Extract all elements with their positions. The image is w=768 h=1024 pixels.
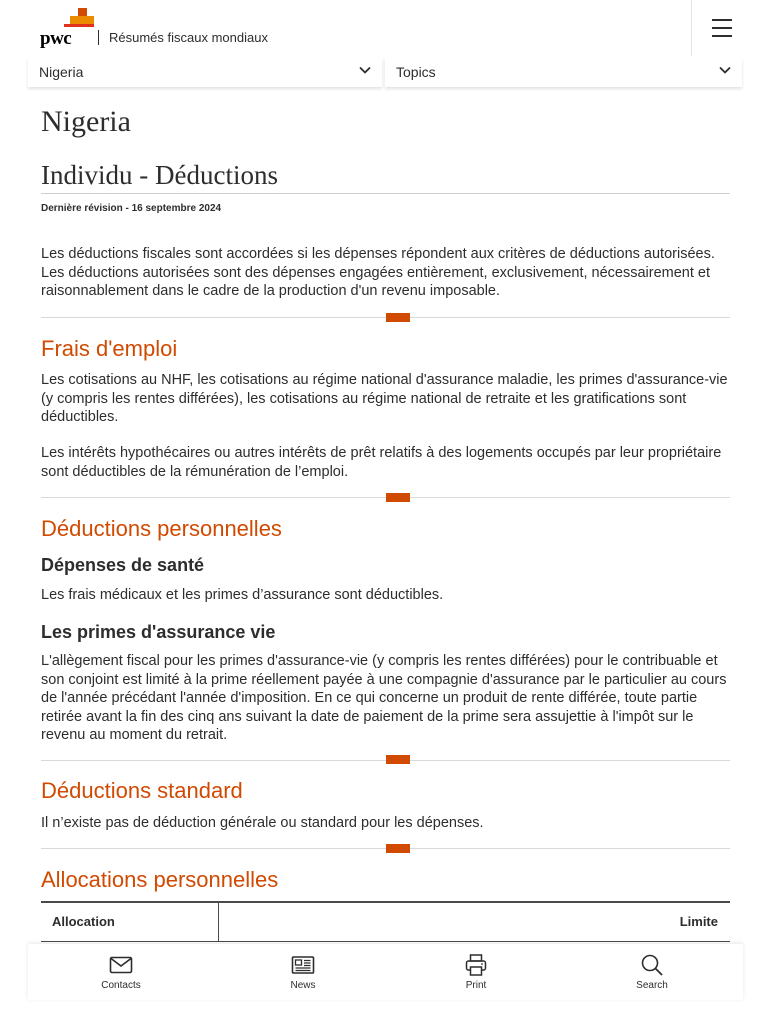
section-divider-mark bbox=[386, 313, 410, 322]
site-header bbox=[0, 0, 768, 56]
logo-mark-low bbox=[64, 24, 94, 27]
nav-print-label: Print bbox=[465, 980, 487, 991]
subheading-depenses-sante: Dépenses de santé bbox=[41, 555, 205, 575]
country-select[interactable] bbox=[28, 57, 382, 87]
heading-frais-emploi: Frais d'emploi bbox=[41, 336, 178, 361]
topics-select-value: Topics bbox=[396, 64, 436, 80]
revision-date: Dernière révision - 16 septembre 2024 bbox=[41, 203, 222, 214]
envelope-icon bbox=[109, 953, 133, 977]
primes-assurance-vie-paragraph: L'allègement fiscal pour les primes d'assurance-vie (y compris les rentes différées) pour le contribuable et son conjoint est limité à la prime réellement payée à une compagnie d'assurance par le particulier au cours de l'année précédant l'année d'imposition. En ce qui concerne un produit de rente différée, toute partie retirée avant la fin des cinq ans suivant la date de paiement de la prime sera assujettie à l'impôt sur le revenu au moment du retrait. bbox=[41, 653, 727, 743]
nav-news-label: News bbox=[290, 980, 316, 991]
topics-select[interactable] bbox=[385, 57, 742, 87]
column-header-limite: Limite bbox=[679, 914, 718, 929]
section-divider-mark bbox=[386, 493, 410, 502]
allocations-table-header bbox=[41, 901, 730, 942]
newspaper-icon bbox=[291, 953, 315, 977]
nav-contacts[interactable] bbox=[71, 944, 171, 1000]
search-icon bbox=[640, 953, 664, 977]
printer-icon bbox=[464, 953, 488, 977]
heading-allocations-personnelles: Allocations personnelles bbox=[41, 867, 279, 892]
pwc-logo[interactable] bbox=[40, 8, 96, 48]
section-divider-mark bbox=[386, 755, 410, 764]
subheading-primes-assurance-vie: Les primes d'assurance vie bbox=[41, 622, 276, 642]
deductions-standard-paragraph: Il n’existe pas de déduction générale ou standard pour les dépenses. bbox=[41, 815, 484, 831]
page-title: Individu - Déductions bbox=[41, 160, 278, 190]
section-divider-mark bbox=[386, 844, 410, 853]
header-separator bbox=[98, 30, 99, 45]
title-divider bbox=[41, 193, 730, 194]
frais-emploi-paragraph-1: Les cotisations au NHF, les cotisations au régime national d'assurance maladie, les primes d'assurance-vie (y compris les rentes différées), les cotisations au régime national de retraite et les gratifications sont déductibles. bbox=[41, 372, 728, 425]
country-select-value: Nigeria bbox=[39, 64, 84, 80]
site-title[interactable]: Résumés fiscaux mondiaux bbox=[109, 30, 268, 45]
frais-emploi-paragraph-2: Les intérêts hypothécaires ou autres intérêts de prêt relatifs à des logements occupés par leur propriétaire sont déductibles de la rémunération de l’emploi. bbox=[41, 445, 722, 480]
chevron-down-icon bbox=[358, 63, 372, 77]
header-divider bbox=[691, 0, 692, 56]
country-title: Nigeria bbox=[41, 105, 131, 138]
logo-text: pwc bbox=[40, 28, 72, 49]
nav-search-label: Search bbox=[636, 980, 668, 991]
column-header-allocation: Allocation bbox=[52, 914, 115, 929]
bottom-navigation bbox=[28, 944, 743, 1000]
column-divider bbox=[218, 903, 219, 941]
heading-deductions-standard: Déductions standard bbox=[41, 778, 243, 803]
nav-search[interactable] bbox=[602, 944, 702, 1000]
nav-print[interactable] bbox=[426, 944, 526, 1000]
logo-mark-mid bbox=[70, 16, 94, 24]
chevron-down-icon bbox=[718, 63, 732, 77]
heading-deductions-personnelles: Déductions personnelles bbox=[41, 516, 282, 541]
nav-contacts-label: Contacts bbox=[101, 980, 141, 991]
depenses-sante-paragraph: Les frais médicaux et les primes d’assurance sont déductibles. bbox=[41, 587, 444, 603]
nav-news[interactable] bbox=[253, 944, 353, 1000]
intro-paragraph: Les déductions fiscales sont accordées si les dépenses répondent aux critères de déductions autorisées. Les déductions autorisées sont des dépenses engagées entièrement, exclusivement, nécessairement et raisonnablement dans le cadre de la production d'un revenu imposable. bbox=[41, 246, 715, 299]
hamburger-icon[interactable] bbox=[700, 10, 744, 46]
